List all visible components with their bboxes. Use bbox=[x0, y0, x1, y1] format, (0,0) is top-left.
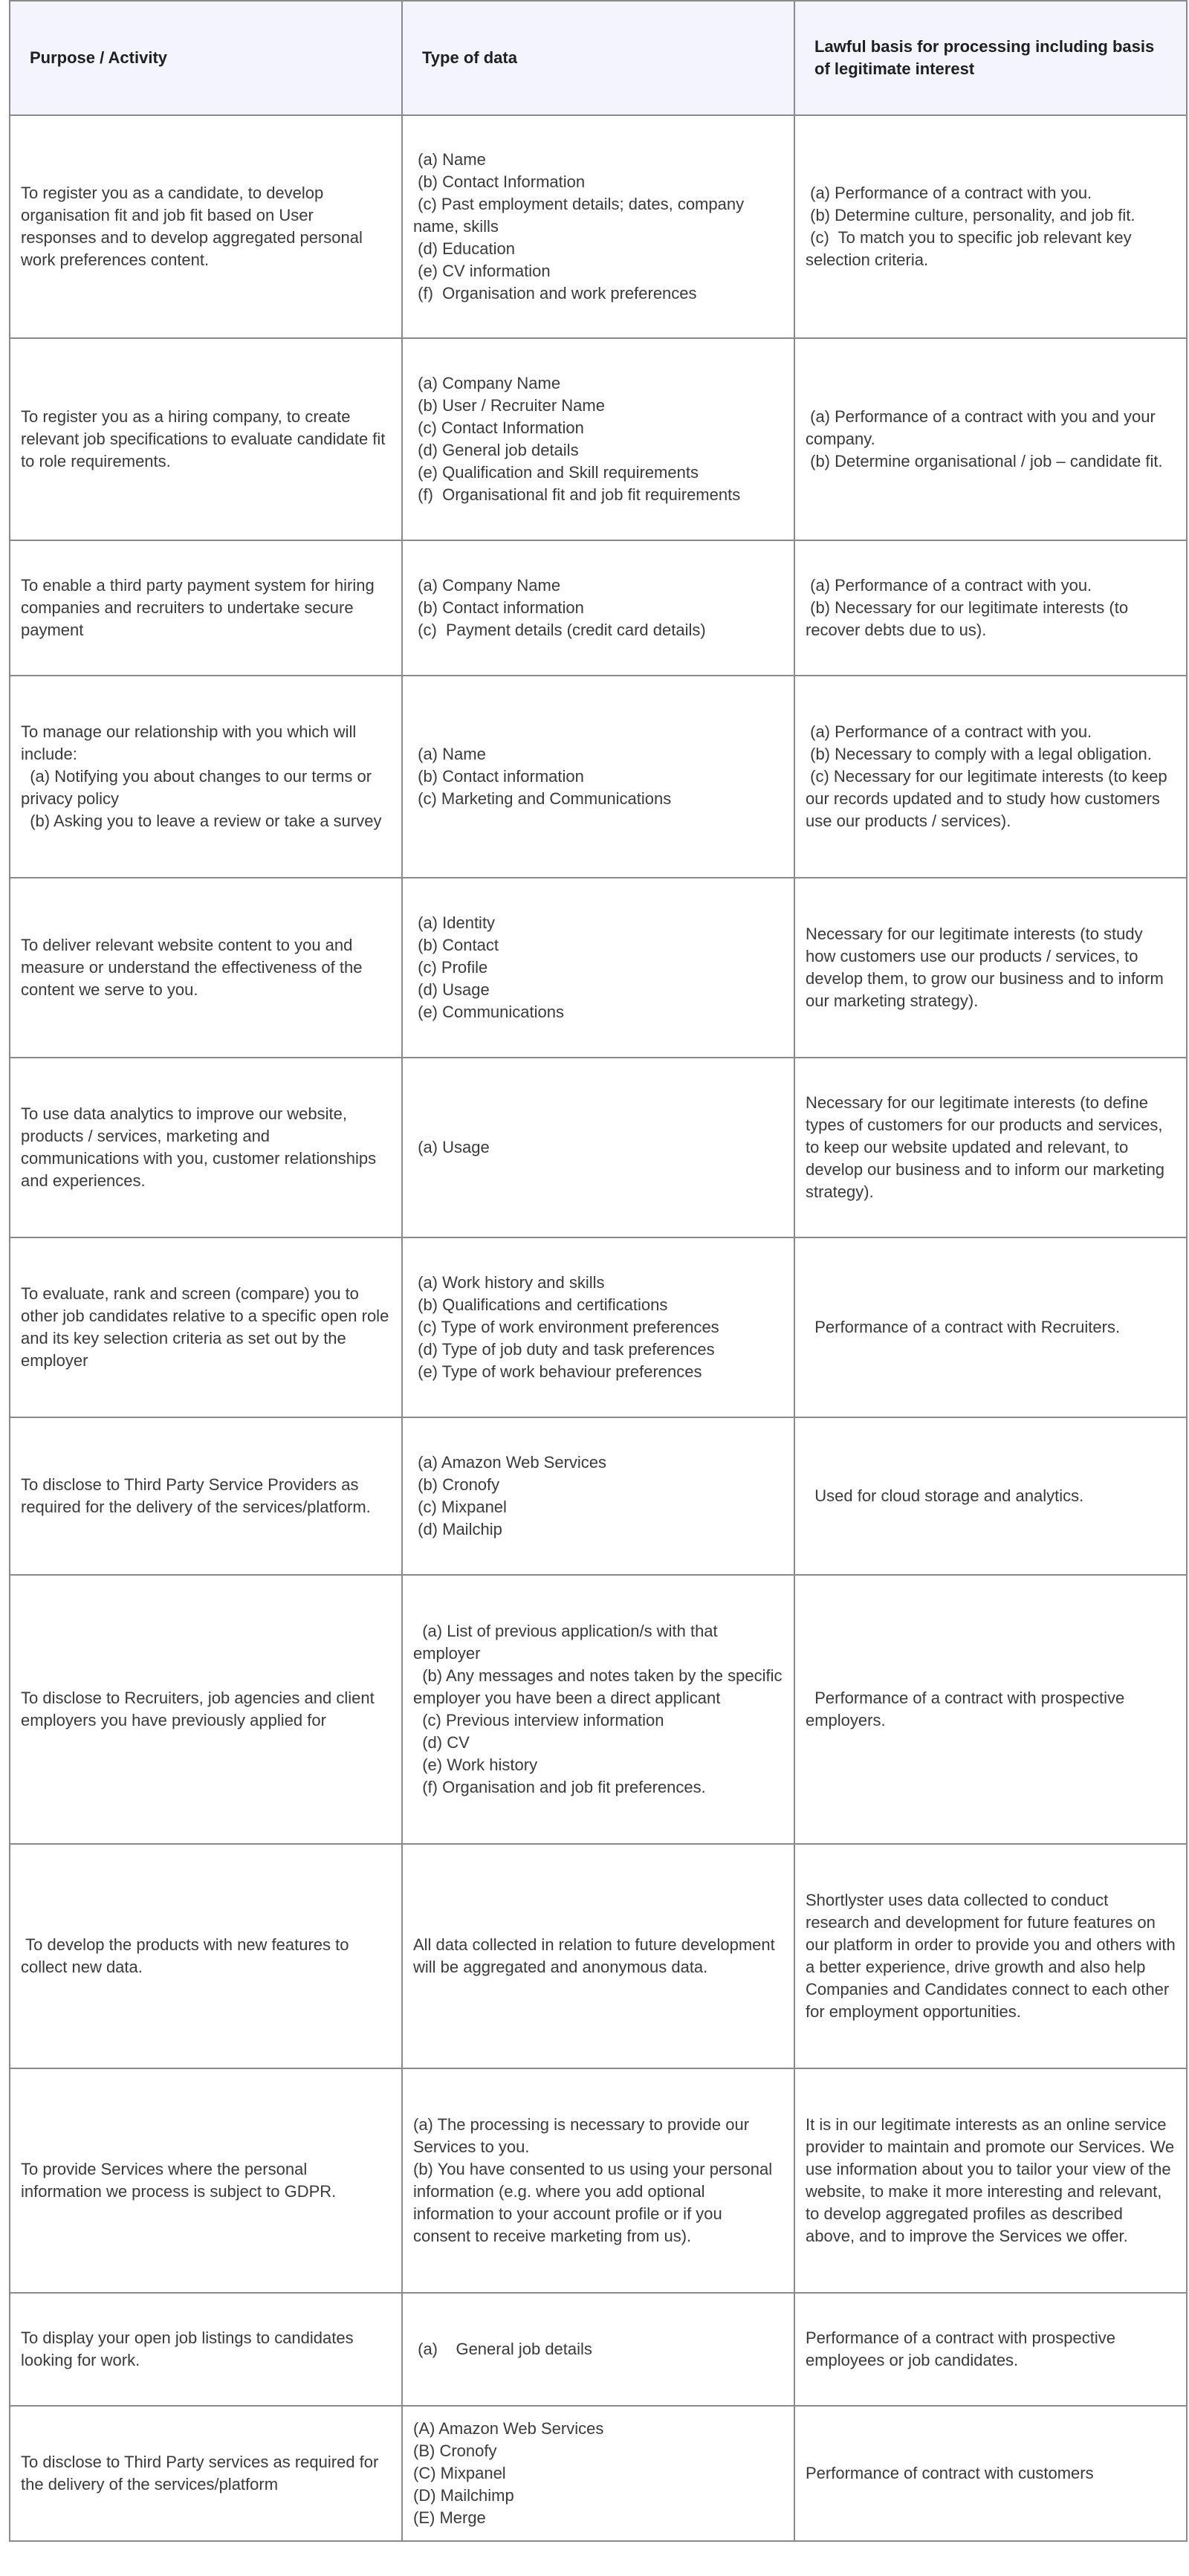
purpose-cell: To manage our relationship with you which will include: (a) Notifying you about changes to our terms or privacy policy (b) Asking you to leave a review or take a survey bbox=[10, 676, 402, 878]
table-row bbox=[10, 1417, 1187, 1575]
type-cell: (a) Identity (b) Contact (c) Profile (d) Usage (e) Communications bbox=[402, 878, 794, 1058]
basis-cell: (a) Performance of a contract with you and your company. (b) Determine organisational / job – candidate fit. bbox=[794, 338, 1187, 540]
table-row bbox=[10, 2293, 1187, 2406]
type-cell: All data collected in relation to future development will be aggregated and anonymous data. bbox=[402, 1844, 794, 2068]
type-cell: (a) Name (b) Contact Information (c) Past employment details; dates, company name, skills (d) Education (e) CV information (f) Organisation and work preferences bbox=[402, 115, 794, 338]
purpose-cell: To register you as a hiring company, to create relevant job specifications to evaluate candidate fit to role requirements. bbox=[10, 338, 402, 540]
purpose-cell: To disclose to Third Party Service Providers as required for the delivery of the services/platform. bbox=[10, 1417, 402, 1575]
table-row bbox=[10, 2068, 1187, 2293]
purpose-cell: To disclose to Third Party services as required for the delivery of the services/platform bbox=[10, 2406, 402, 2541]
table-row bbox=[10, 1237, 1187, 1417]
type-cell: (a) The processing is necessary to provide our Services to you. (b) You have consented to us using your personal information (e.g. where you add optional information to your account profile or if you consent to receive marketing from us). bbox=[402, 2068, 794, 2293]
table-row bbox=[10, 2406, 1187, 2541]
basis-cell: (a) Performance of a contract with you. (b) Necessary for our legitimate interests (to recover debts due to us). bbox=[794, 540, 1187, 676]
basis-cell: Performance of a contract with prospective employers. bbox=[794, 1575, 1187, 1844]
header-type-of-data: Type of data bbox=[402, 1, 794, 115]
type-cell: (a) Amazon Web Services (b) Cronofy (c) Mixpanel (d) Mailchip bbox=[402, 1417, 794, 1575]
table-row bbox=[10, 1844, 1187, 2068]
type-cell: (a) Work history and skills (b) Qualifications and certifications (c) Type of work environment preferences (d) Type of job duty and task preferences (e) Type of work behaviour preferences bbox=[402, 1237, 794, 1417]
type-cell: (A) Amazon Web Services (B) Cronofy (C) Mixpanel (D) Mailchimp (E) Merge bbox=[402, 2406, 794, 2541]
basis-cell: Shortlyster uses data collected to conduct research and development for future features on our platform in order to provide you and others with a better experience, drive growth and also help Companies and Candidates connect to each other for employment opportunities. bbox=[794, 1844, 1187, 2068]
type-cell: (a) Name (b) Contact information (c) Marketing and Communications bbox=[402, 676, 794, 878]
basis-cell: Used for cloud storage and analytics. bbox=[794, 1417, 1187, 1575]
purpose-cell: To provide Services where the personal information we process is subject to GDPR. bbox=[10, 2068, 402, 2293]
type-cell: (a) General job details bbox=[402, 2293, 794, 2406]
basis-cell: Performance of contract with customers bbox=[794, 2406, 1187, 2541]
table-row bbox=[10, 540, 1187, 676]
table-row bbox=[10, 1575, 1187, 1844]
purpose-cell: To evaluate, rank and screen (compare) you to other job candidates relative to a specific open role and its key selection criteria as set out by the employer bbox=[10, 1237, 402, 1417]
lawful-basis-table bbox=[9, 0, 1188, 2542]
basis-cell: Performance of a contract with prospective employees or job candidates. bbox=[794, 2293, 1187, 2406]
type-cell: (a) List of previous application/s with that employer (b) Any messages and notes taken by the specific employer you have been a direct applicant (c) Previous interview information (d) CV (e) Work history (f) Organisation and job fit preferences. bbox=[402, 1575, 794, 1844]
purpose-cell: To display your open job listings to candidates looking for work. bbox=[10, 2293, 402, 2406]
table-row bbox=[10, 878, 1187, 1058]
purpose-cell: To register you as a candidate, to develop organisation fit and job fit based on User responses and to develop aggregated personal work preferences content. bbox=[10, 115, 402, 338]
header-row bbox=[10, 1, 1187, 115]
purpose-cell: To develop the products with new features to collect new data. bbox=[10, 1844, 402, 2068]
basis-cell: Necessary for our legitimate interests (to study how customers use our products / services, to develop them, to grow our business and to inform our marketing strategy). bbox=[794, 878, 1187, 1058]
type-cell: (a) Company Name (b) Contact information (c) Payment details (credit card details) bbox=[402, 540, 794, 676]
basis-cell: Performance of a contract with Recruiters. bbox=[794, 1237, 1187, 1417]
purpose-cell: To deliver relevant website content to you and measure or understand the effectiveness of the content we serve to you. bbox=[10, 878, 402, 1058]
header-lawful-basis: Lawful basis for processing including basis of legitimate interest bbox=[794, 1, 1187, 115]
table-row bbox=[10, 1058, 1187, 1237]
basis-cell: (a) Performance of a contract with you. (b) Necessary to comply with a legal obligation. (c) Necessary for our legitimate interests (to keep our records updated and to study how customers use our products / services). bbox=[794, 676, 1187, 878]
privacy-data-table-container bbox=[9, 0, 1186, 2542]
table-row bbox=[10, 338, 1187, 540]
purpose-cell: To use data analytics to improve our website, products / services, marketing and communications with you, customer relationships and experiences. bbox=[10, 1058, 402, 1237]
basis-cell: It is in our legitimate interests as an online service provider to maintain and promote our Services. We use information about you to tailor your view of the website, to make it more interesting and relevant, to develop aggregated profiles as described above, and to improve the Services we offer. bbox=[794, 2068, 1187, 2293]
basis-cell: (a) Performance of a contract with you. (b) Determine culture, personality, and job fit. (c) To match you to specific job relevant key selection criteria. bbox=[794, 115, 1187, 338]
purpose-cell: To enable a third party payment system for hiring companies and recruiters to undertake secure payment bbox=[10, 540, 402, 676]
basis-cell: Necessary for our legitimate interests (to define types of customers for our products and services, to keep our website updated and relevant, to develop our business and to inform our marketing strategy). bbox=[794, 1058, 1187, 1237]
purpose-cell: To disclose to Recruiters, job agencies and client employers you have previously applied for bbox=[10, 1575, 402, 1844]
type-cell: (a) Company Name (b) User / Recruiter Name (c) Contact Information (d) General job details (e) Qualification and Skill requirements (f) Organisational fit and job fit requirements bbox=[402, 338, 794, 540]
header-purpose: Purpose / Activity bbox=[10, 1, 402, 115]
type-cell: (a) Usage bbox=[402, 1058, 794, 1237]
table-row bbox=[10, 676, 1187, 878]
table-row bbox=[10, 115, 1187, 338]
